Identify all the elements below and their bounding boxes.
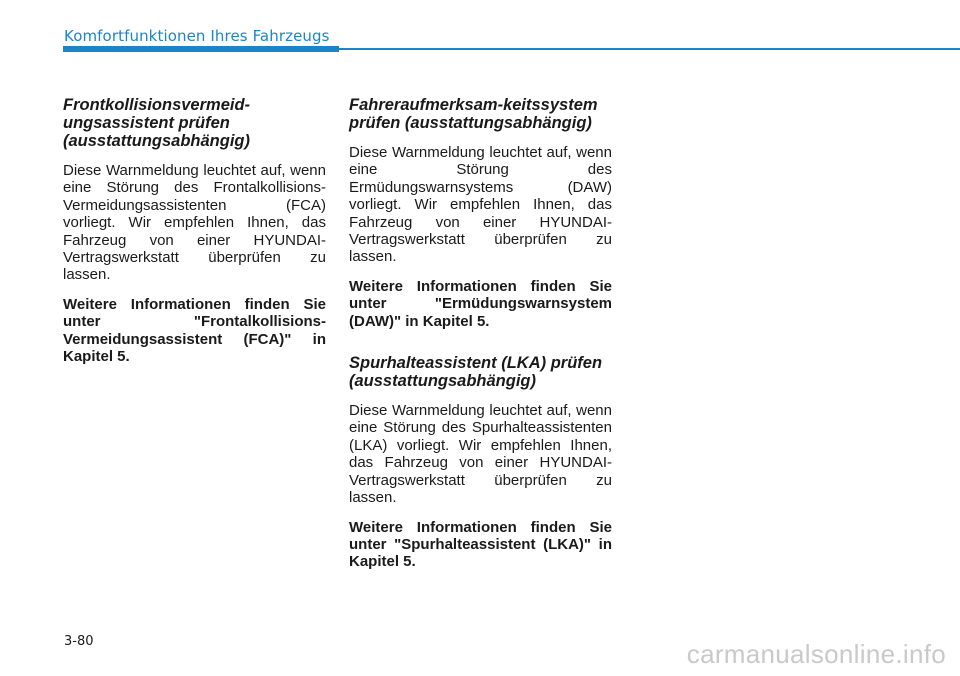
section-heading-fca: Frontkollisionsvermeid-ungsassistent prüfen (ausstattungsabhängig) bbox=[63, 96, 251, 150]
section-spacer bbox=[349, 342, 612, 354]
chapter-title-bar bbox=[63, 46, 339, 52]
left-column bbox=[63, 96, 326, 377]
right-column bbox=[349, 96, 612, 583]
section-body-fca: Diese Warnmeldung leuchtet auf, wenn eine Störung des Frontalkollisions-Vermeidungsassistenten (FCA) vorliegt. Wir empfehlen Ihnen, das Fahrzeug von einer HYUNDAI-Vertragswerkstatt überprüfen zu lassen. bbox=[63, 162, 326, 284]
section-heading-daw: Fahreraufmerksam-keitssystem prüfen (ausstattungsabhängig) bbox=[349, 96, 598, 132]
watermark: carmanualsonline.info bbox=[686, 639, 946, 669]
section-heading-lka: Spurhalteassistent (LKA) prüfen (ausstattungsabhängig) bbox=[349, 354, 603, 391]
section-info-fca: Weitere Informationen finden Sie unter "Frontalkollisions-Vermeidungsassistent (FCA)" in Kapitel 5. bbox=[63, 295, 326, 366]
chapter-title: Komfortfunktionen Ihres Fahrzeugs bbox=[64, 27, 330, 45]
section-info-lka: Weitere Informationen finden Sie unter "Spurhalteassistent (LKA)" in Kapitel 5. bbox=[349, 518, 612, 571]
section-body-lka: Diese Warnmeldung leuchtet auf, wenn eine Störung des Spurhalteassistenten (LKA) vorliegt. Wir empfehlen Ihnen, das Fahrzeug von einer HYUNDAI-Vertragswerkstatt überprüfen zu lassen. bbox=[349, 402, 612, 507]
section-info-daw: Weitere Informationen finden Sie unter "Ermüdungswarnsystem (DAW)" in Kapitel 5. bbox=[349, 277, 612, 330]
section-body-daw: Diese Warnmeldung leuchtet auf, wenn eine Störung des Ermüdungswarnsystems (DAW) vorliegt. Wir empfehlen Ihnen, das Fahrzeug von einer HYUNDAI-Vertragswerkstatt überprüfen zu lassen. bbox=[349, 144, 612, 266]
page-number: 3-80 bbox=[64, 634, 94, 649]
header-rule bbox=[339, 48, 960, 50]
